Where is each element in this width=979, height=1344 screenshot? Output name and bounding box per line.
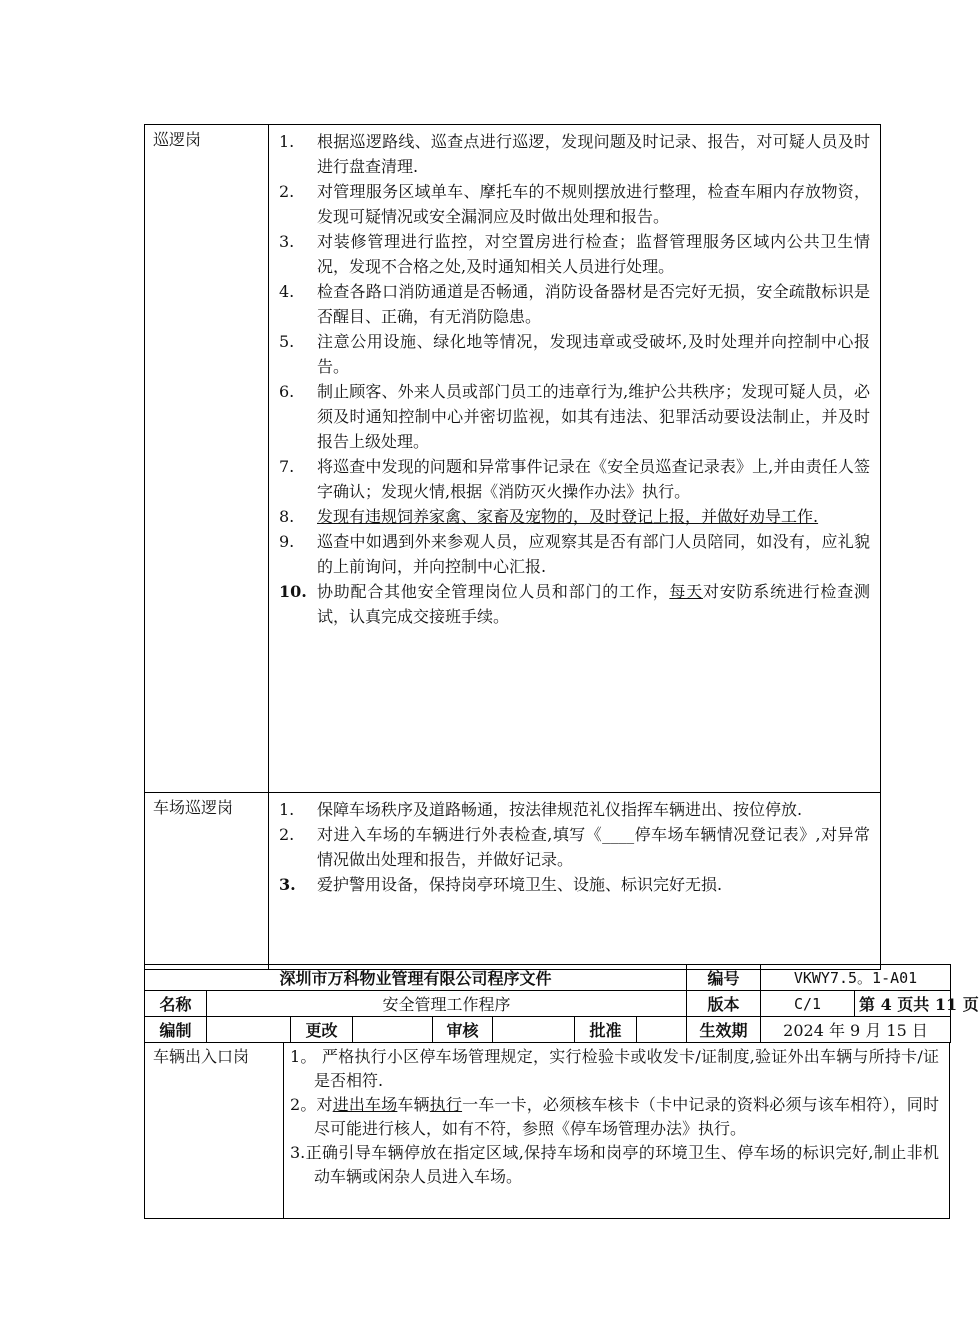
item-number: 1. [279,800,295,819]
header-row-name [145,991,951,1017]
item-text: 巡查中如遇到外来参观人员，应观察其是否有部门人员陪同，如没有，应礼貌的上前询问，并向控制中心汇报. [317,532,870,576]
effective-value: 2024 年 9 月 15 日 [761,1017,951,1043]
version-label: 版本 [687,991,761,1017]
parking-row [145,793,881,970]
parking-duty-item [279,822,870,872]
item-text: 根据巡逻路线、巡查点进行巡逻，发现问题及时记录、报告，对可疑人员及时进行盘查清理. [317,132,870,176]
item-number: 4. [279,282,295,301]
patrol-duty-item [279,179,870,229]
header-row-company [145,965,951,991]
exit-duty-item [290,1093,939,1141]
patrol-duty-item [279,379,870,454]
patrol-duty-item [279,279,870,329]
item-number: 2. [279,182,295,201]
parking-duty-list [279,797,870,897]
item-text-underlined: 每天 [669,582,703,601]
name-label: 名称 [145,991,207,1017]
item-text: 发现有违规饲养家禽、家畜及宠物的，及时登记上报，并做好劝导工作. [317,507,819,526]
item-number: 8. [279,507,295,526]
patrol-role-cell [145,125,269,793]
exit-duties-cell [284,1043,950,1219]
item-text: 对进入车场的车辆进行外表检查,填写《____停车场车辆情况登记表》,对异常情况做出处理和报告，并做好记录。 [317,825,870,869]
code-label: 编号 [687,965,761,991]
duty-table [144,124,881,970]
patrol-role-label: 巡逻岗 [153,130,202,149]
parking-duty-item [279,872,870,897]
exit-role-cell [145,1043,284,1219]
patrol-duties-cell [269,125,881,793]
item-text: 将巡查中发现的问题和异常事件记录在《安全员巡查记录表》上,并由责任人签字确认；发现火情,根据《消防灭火操作办法》执行。 [317,457,870,501]
effective-label: 生效期 [687,1017,761,1043]
approve-value [637,1017,687,1043]
patrol-duty-item [279,329,870,379]
item-number: 7. [279,457,295,476]
company-title: 深圳市万科物业管理有限公司程序文件 [145,965,687,991]
item-number: 1. [279,132,295,151]
item-text-part: 对安防系统进行检查测试，认真完成交接班手续。 [317,582,870,626]
item-text: 对管理服务区域单车、摩托车的不规则摆放进行整理，检查车厢内存放物资，发现可疑情况或安全漏洞应及时做出处理和报告。 [317,182,870,226]
parking-duty-item [279,797,870,822]
item-number: 2. [279,825,295,844]
author-label: 编制 [145,1017,207,1043]
item-number: 10. [279,582,307,601]
change-label: 更改 [291,1017,353,1043]
review-value [493,1017,575,1043]
exit-duty-item: 3.正确引导车辆停放在指定区域,保持车场和岗亭的环境卫生、停车场的标识完好,制止非机动车辆或闲杂人员进入车场。 [290,1143,939,1186]
exit-role-label: 车辆出入口岗 [153,1047,250,1066]
patrol-duty-item [279,529,870,579]
parking-role-cell [145,793,269,970]
item-text: 制止顾客、外来人员或部门员工的违章行为,维护公共秩序；发现可疑人员，必须及时通知控制中心并密切监视，如其有违法、犯罪活动要设法制止，并及时报告上级处理。 [317,382,870,451]
item-text: 爱护警用设备，保持岗亭环境卫生、设施、标识完好无损. [317,875,723,894]
parking-role-label: 车场巡逻岗 [153,798,234,817]
patrol-duty-item [279,129,870,179]
name-value: 安全管理工作程序 [207,991,687,1017]
item-text: 保障车场秩序及道路畅通，按法律规范礼仪指挥车辆进出、按位停放. [317,800,803,819]
item-text-underlined: 进出车场 [332,1095,398,1114]
item-text: 注意公用设施、绿化地等情况，发现违章或受破坏,及时处理并向控制中心报告。 [317,332,870,376]
item-text: 检查各路口消防通道是否畅通，消防设备器材是否完好无损，安全疏散标识是否醒目、正确，有无消防隐患。 [317,282,870,326]
code-value: VKWY7.5。1-A01 [761,965,951,991]
version-value: C/1 [761,991,855,1017]
item-text-part: 2。对 [290,1095,333,1114]
header-row-approval [145,1017,951,1043]
item-number: 3. [279,875,296,894]
document-header-table [144,964,979,1043]
item-number: 3. [279,232,295,251]
item-text-underlined: 执行 [429,1095,463,1114]
change-value [353,1017,433,1043]
item-text-part: 一车一卡，必须核车核卡（卡中记录的资料必须与该车相符），同时尽可能进行核人，如有不符，参照《停车场管理办法》执行。 [314,1095,939,1138]
exit-table [144,1042,950,1219]
patrol-duty-list [279,129,870,629]
parking-duties-cell [269,793,881,970]
item-number: 9. [279,532,295,551]
item-text-part: 车辆 [397,1095,430,1114]
patrol-duty-item [279,229,870,279]
patrol-duty-item [279,504,870,529]
patrol-row [145,125,881,793]
exit-row [145,1043,950,1219]
author-value [207,1017,291,1043]
review-label: 审核 [433,1017,493,1043]
patrol-duty-item [279,579,870,629]
page-info: 第 4 页共 11 页 [855,991,951,1017]
item-number: 5. [279,332,295,351]
item-text: 对装修管理进行监控，对空置房进行检查；监督管理服务区域内公共卫生情况，发现不合格之处,及时通知相关人员进行处理。 [317,232,870,276]
approve-label: 批准 [575,1017,637,1043]
item-text [317,579,870,629]
item-text-part: 协助配合其他安全管理岗位人员和部门的工作， [317,582,670,601]
exit-duty-item: 1。 严格执行小区停车场管理规定，实行检验卡或收发卡/证制度,验证外出车辆与所持卡/证是否相符. [290,1047,939,1090]
patrol-duty-item [279,454,870,504]
item-number: 6. [279,382,295,401]
